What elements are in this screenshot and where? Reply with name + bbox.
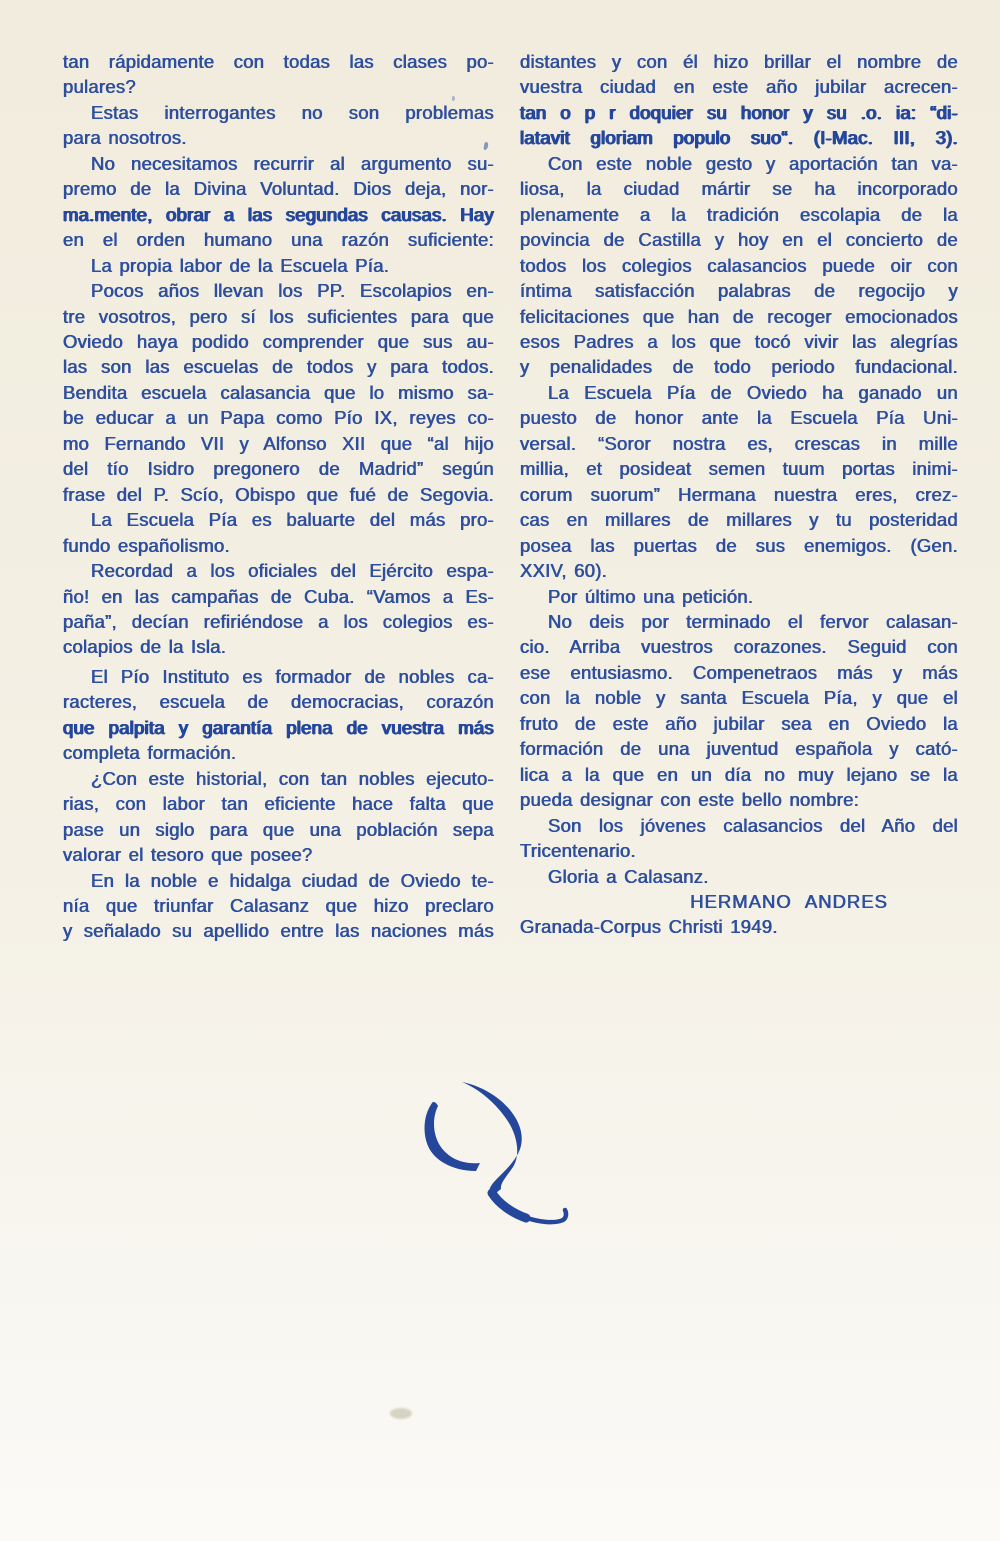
text-line: tan rápidamente con todas las clases po- xyxy=(63,51,494,72)
text-line: felicitaciones que han de recoger emocionados xyxy=(520,305,958,327)
text-line: posea las puertas de sus enemigos. (Gen. xyxy=(520,534,958,556)
text-line: Recordad a los oficiales del Ejército espa- xyxy=(91,560,494,582)
text-line: íntima satisfacción palabras de regocijo y xyxy=(520,280,958,302)
text-line: fruto de este año jubilar sea en Oviedo la xyxy=(520,712,958,734)
paper-smudge xyxy=(390,1408,412,1419)
text-line: pueda designar con este bello nombre: xyxy=(520,789,860,811)
text-line: El Pío Instituto es formador de nobles ca- xyxy=(91,665,494,687)
text-line: Son los jóvenes calasancios del Año del xyxy=(548,814,958,836)
text-line: paña”, decían refiriéndose a los colegios es- xyxy=(63,610,494,632)
text-line: con la noble y santa Escuela Pía, y que el xyxy=(520,687,958,709)
text-line: pulares? xyxy=(63,76,136,98)
text-line: cio. Arriba vuestros corazones. Seguid con xyxy=(520,636,958,658)
text-line: nía que triunfar Calasanz que hizo preclaro xyxy=(63,894,494,916)
text-line: del tío Isidro pregonero de Madrid” según xyxy=(63,458,494,480)
calligraphic-flourish-ornament xyxy=(420,1076,572,1232)
text-line: y señalado su apellido entre las naciones más xyxy=(63,920,494,942)
text-line: pase un siglo para que una población sepa xyxy=(63,818,494,840)
text-line: lica a la que en un día no muy lejano se la xyxy=(520,763,958,785)
text-line: liosa, la ciudad mártir se ha incorporado xyxy=(520,178,958,200)
text-line: latavit gloriam populo suo“. (I-Mac. III, 3). xyxy=(520,127,958,149)
text-line: Granada-Corpus Christi 1949. xyxy=(520,916,778,938)
flourish-body xyxy=(462,1082,522,1196)
flourish-crescent xyxy=(425,1102,480,1171)
text-line: No deis por terminado el fervor calasan- xyxy=(548,610,958,632)
text-line: En la noble e hidalga ciudad de Oviedo te- xyxy=(91,869,494,891)
text-line: premo de la Divina Voluntad. Dios deja, nor- xyxy=(63,178,494,200)
text-line: Con este noble gesto y aportación tan va- xyxy=(548,152,958,174)
text-line: para nosotros. xyxy=(63,127,187,149)
text-line: corum suorum” Hermana nuestra eres, crez- xyxy=(520,483,958,505)
text-line: rias, con labor tan eficiente hace falta que xyxy=(63,793,494,815)
flourish-tail-thin xyxy=(524,1210,566,1222)
text-line: formación de una juventud española y cató- xyxy=(520,738,958,760)
text-line: tre vosotros, pero sí los suficientes para que xyxy=(63,305,494,327)
text-line: puesto de honor ante la Escuela Pía Uni- xyxy=(520,407,958,429)
text-line: las son las escuelas de todos y para todos. xyxy=(63,356,494,378)
text-line: No necesitamos recurrir al argumento su- xyxy=(91,152,494,174)
text-line: Por último una petición. xyxy=(548,585,754,607)
text-line: versal. “Soror nostra es, crescas in mille xyxy=(520,432,958,454)
text-line: cas en millares de millares y tu posteridad xyxy=(520,509,958,531)
text-line: plenamente a la tradición escolapia de la xyxy=(520,203,958,225)
text-line: La propia labor de la Escuela Pía. xyxy=(91,254,390,276)
text-line: completa formación. xyxy=(63,742,237,764)
right-text-column xyxy=(520,49,958,940)
text-line: ¿Con este historial, con tan nobles ejecuto- xyxy=(91,767,494,789)
left-text-column xyxy=(63,49,494,944)
text-line: Gloria a Calasanz. xyxy=(548,865,709,887)
text-line: La Escuela Pía es baluarte del más pro- xyxy=(91,509,494,531)
text-line: tan o p r doquier su honor y su .o. ia: “di- xyxy=(520,101,958,123)
text-line: be educar a un Papa como Pío IX, reyes co- xyxy=(63,407,494,429)
text-line: vuestra ciudad en este año jubilar acrecen- xyxy=(520,76,958,98)
text-line: ño! en las campañas de Cuba. “Vamos a Es- xyxy=(63,585,494,607)
text-line: La Escuela Pía de Oviedo ha ganado un xyxy=(548,381,958,403)
text-line: XXIV, 60). xyxy=(520,560,608,582)
text-line: racteres, escuela de democracias, corazón xyxy=(63,691,494,713)
text-line: en el orden humano una razón suficiente: xyxy=(63,229,494,251)
text-line: Bendita escuela calasancia que lo mismo sa- xyxy=(63,381,494,403)
text-line: mo Fernando VII y Alfonso XII que “al hijo xyxy=(63,432,494,454)
text-line: fundo españolismo. xyxy=(63,534,230,556)
text-line: ma.mente, obrar a las segundas causas. Hay xyxy=(63,203,494,225)
text-line: Estas interrogantes no son problemas xyxy=(91,101,494,123)
text-line: millia, et posideat semen tuum portas inimi- xyxy=(520,458,958,480)
text-line: frase del P. Scío, Obispo que fué de Segovia. xyxy=(63,483,494,505)
text-line: esos Padres a los que tocó vivir las alegrías xyxy=(520,330,958,352)
text-line: ese entusiasmo. Compenetraos más y más xyxy=(520,661,958,683)
text-line: Oviedo haya podido comprender que sus au- xyxy=(63,330,494,352)
text-line: povincia de Castilla y hoy en el concierto de xyxy=(520,229,958,251)
text-line: Pocos años llevan los PP. Escolapios en- xyxy=(91,280,494,302)
text-line: todos los colegios calasancios puede oir con xyxy=(520,254,958,276)
text-line: distantes y con él hizo brillar el nombre de xyxy=(520,51,958,72)
text-line: Tricentenario. xyxy=(520,840,636,862)
ink-speck xyxy=(452,96,455,101)
text-line: que palpita y garantía plena de vuestra más xyxy=(63,716,494,738)
text-line: colapios de la Isla. xyxy=(63,636,227,658)
text-line: HERMANO ANDRES xyxy=(690,890,888,912)
text-line: y penalidades de todo periodo fundacional. xyxy=(520,356,958,378)
flourish-tail-thick xyxy=(492,1193,526,1218)
text-line: valorar el tesoro que posee? xyxy=(63,844,313,866)
